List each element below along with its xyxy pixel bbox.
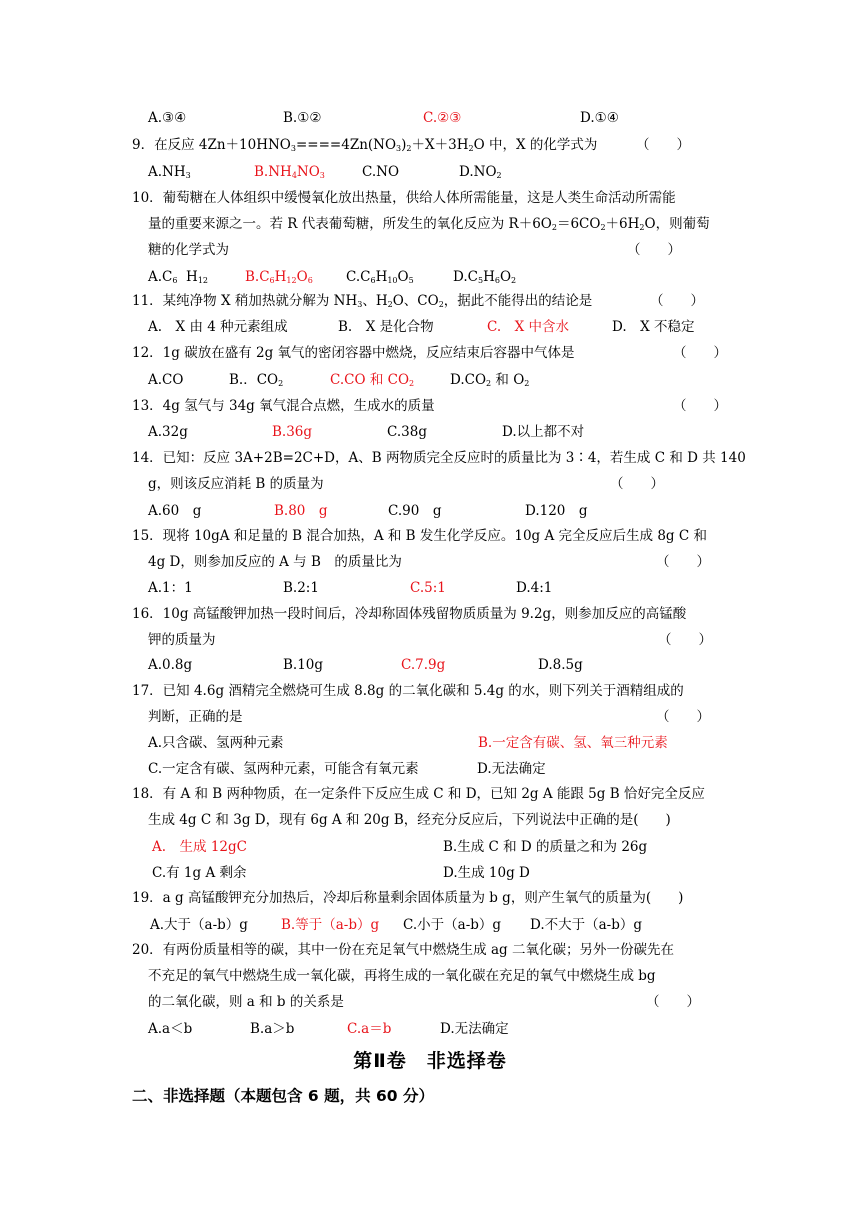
q8-option-a: A.③④ — [148, 110, 187, 126]
q17-line-1: 17．已知 4.6g 酒精完全燃烧可生成 8.8g 的二氧化碳和 5.4g 的水，则下列关于酒精组成的 — [132, 683, 684, 699]
q13-stem: 13．4g 氢气与 34g 氧气混合点燃，生成水的质量 — [132, 398, 435, 414]
q16-option-c: C.7.9g — [401, 657, 446, 673]
q14-option-c: C.90 g — [388, 503, 442, 519]
q20-line-1: 20．有两份质量相等的碳，其中一份在充足氧气中燃烧生成 ag 二氧化碳；另外一份碳先在 — [132, 942, 674, 958]
q10-line-3: 糖的化学式为 — [148, 242, 229, 258]
section-2-heading: 二、非选择题（本题包含 6 题，共 60 分） — [132, 1087, 434, 1105]
q14-option-a: A.60 g — [148, 503, 202, 519]
q15-line-2: 4g D，则参加反应的 A 与 B 的质量比为 — [148, 554, 402, 570]
q9-stem: 9．在反应 $4Zn+10HNO_3====4Zn(NO_3)_2+X+3H_2O$ 中，X 的化学式为 — [132, 137, 598, 153]
q15-option-a: A.1：1 — [148, 580, 193, 596]
q9-option-b: $B.NH_4NO_3$ — [254, 164, 325, 180]
q9-option-a: $A.NH_3$ — [148, 164, 191, 180]
q17-option-d: D.无法确定 — [477, 761, 546, 777]
q10-line-2: 量的重要来源之一。若 R 代表葡萄糖，所发生的氧化反应为 $R+6O_2=6CO_2+6H_2O$，则葡萄 — [148, 216, 710, 232]
q16-option-b: B.10g — [283, 657, 324, 673]
q12-option-d: $D.CO_2$ 和 $O_2$ — [450, 372, 530, 388]
q20-option-d: D.无法确定 — [440, 1021, 509, 1037]
q10-option-b: $B.C_6H_{12}O_6$ — [245, 269, 313, 285]
q16-line-1: 16．10g 高锰酸钾加热一段时间后，冷却称固体残留物质质量为 9.2g，则参加反应的高锰酸 — [132, 606, 687, 622]
q17-answer-paren: （ ） — [656, 709, 710, 725]
q18-line-2: 生成 4g C 和 3g D，现有 6g A 和 20g B，经充分反应后，下列说法中正确的是( ) — [148, 812, 671, 828]
q17-line-2: 判断，正确的是 — [148, 709, 243, 725]
q14-line-1: 14．已知：反应 3A+2B=2C+D，A、B 两物质完全反应时的质量比为 3∶4，若生成 C 和 D 共 140 — [132, 450, 746, 466]
q10-line-1: 10．葡萄糖在人体组织中缓慢氧化放出热量，供给人体所需能量，这是人类生命活动所需能 — [132, 190, 676, 206]
q11-stem: 11．某纯净物 X 稍加热就分解为 $NH_3$、$H_2O$、$CO_2$，据此不能得出的结论是 — [132, 293, 593, 309]
q18-option-c: C.有 1g A 剩余 — [152, 865, 247, 881]
q16-line-2: 钾的质量为 — [148, 632, 216, 648]
q17-option-c: C.一定含有碳、氢两种元素，可能含有氧元素 — [148, 761, 419, 777]
q13-option-a: A.32g — [148, 424, 188, 440]
q8-option-b: B.①② — [283, 110, 322, 126]
q8-option-d: D.①④ — [580, 110, 619, 126]
q12-option-b: B.．$CO_2$ — [229, 372, 284, 388]
q11-option-b: B. X 是化合物 — [338, 319, 434, 335]
q20-option-a: A.a＜b — [148, 1021, 193, 1037]
q18-option-b: B.生成 C 和 D 的质量之和为 26g — [443, 839, 648, 855]
q19-option-d: D.不大于（a-b）g — [530, 917, 643, 933]
q14-option-b: B.80 g — [274, 503, 328, 519]
q19-stem: 19．a g 高锰酸钾充分加热后，冷却后称量剩余固体质量为 b g，则产生氧气的质量为( ) — [132, 890, 684, 906]
q11-answer-paren: （ ） — [650, 293, 704, 309]
q18-option-a: A. 生成 12gC — [152, 839, 247, 855]
q11-option-c: C. X 中含水 — [487, 319, 570, 335]
q20-line-2: 不充足的氧气中燃烧生成一氧化碳，再将生成的一氧化碳在充足的氧气中燃烧生成 bg — [148, 968, 656, 984]
q14-option-d: D.120 g — [525, 503, 588, 519]
q12-answer-paren: （ ） — [673, 345, 727, 361]
q10-option-a: $A.C_6$ $H_{12}$ — [148, 269, 209, 285]
q14-answer-paren: （ ） — [610, 476, 664, 492]
q20-option-c: C.a＝b — [347, 1021, 392, 1037]
part-2-title: 第Ⅱ卷 非选择卷 — [353, 1050, 507, 1072]
q14-line-2: g，则该反应消耗 B 的质量为 — [148, 476, 324, 492]
q15-option-d: D.4:1 — [516, 580, 553, 596]
q19-option-a: A.大于（a-b）g — [150, 917, 248, 933]
q11-option-d: D. X 不稳定 — [612, 319, 695, 335]
q19-option-b: B.等于（a-b）g — [281, 917, 380, 933]
q9-option-d: $D.NO_2$ — [459, 164, 502, 180]
q15-line-1: 15．现将 10gA 和足量的 B 混合加热，A 和 B 发生化学反应。10g A 完全反应后生成 8g C 和 — [132, 528, 707, 544]
q12-option-a: A.CO — [148, 372, 184, 388]
q9-option-c: C.NO — [362, 164, 400, 180]
q16-option-d: D.8.5g — [538, 657, 583, 673]
q15-option-b: B.2:1 — [283, 580, 319, 596]
q10-option-d: $D.C_5H_6O_2$ — [453, 269, 517, 285]
q15-answer-paren: （ ） — [656, 554, 710, 570]
q8-option-c: C.②③ — [423, 110, 462, 126]
q18-line-1: 18．有 A 和 B 两种物质，在一定条件下反应生成 C 和 D，已知 2g A 能跟 5g B 恰好完全反应 — [132, 786, 705, 802]
q10-option-c: $C.C_6H_{10}O_5$ — [346, 269, 414, 285]
q9-answer-paren: （ ） — [636, 137, 690, 153]
q13-answer-paren: （ ） — [673, 398, 727, 414]
q17-option-a: A.只含碳、氢两种元素 — [148, 735, 284, 751]
q16-answer-paren: （ ） — [658, 632, 712, 648]
q13-option-b: B.36g — [272, 424, 313, 440]
q12-stem: 12．1g 碳放在盛有 2g 氧气的密闭容器中燃烧，反应结束后容器中气体是 — [132, 345, 575, 361]
q19-option-c: C.小于（a-b）g — [403, 917, 502, 933]
q11-option-a: A. X 由 4 种元素组成 — [148, 319, 288, 335]
q20-line-3: 的二氧化碳，则 a 和 b 的关系是 — [148, 994, 344, 1010]
q15-option-c: C.5:1 — [410, 580, 446, 596]
q18-option-d: D.生成 10g D — [443, 865, 530, 881]
q17-option-b: B.一定含有碳、氢、氧三种元素 — [478, 735, 668, 751]
q10-answer-paren: （ ） — [627, 242, 681, 258]
q16-option-a: A.0.8g — [148, 657, 193, 673]
q20-answer-paren: （ ） — [646, 994, 700, 1010]
q20-option-b: B.a＞b — [250, 1021, 295, 1037]
q13-option-c: C.38g — [387, 424, 427, 440]
q12-option-c: C.CO 和 $CO_2$ — [330, 372, 415, 388]
q13-option-d: D.以上都不对 — [502, 424, 585, 440]
